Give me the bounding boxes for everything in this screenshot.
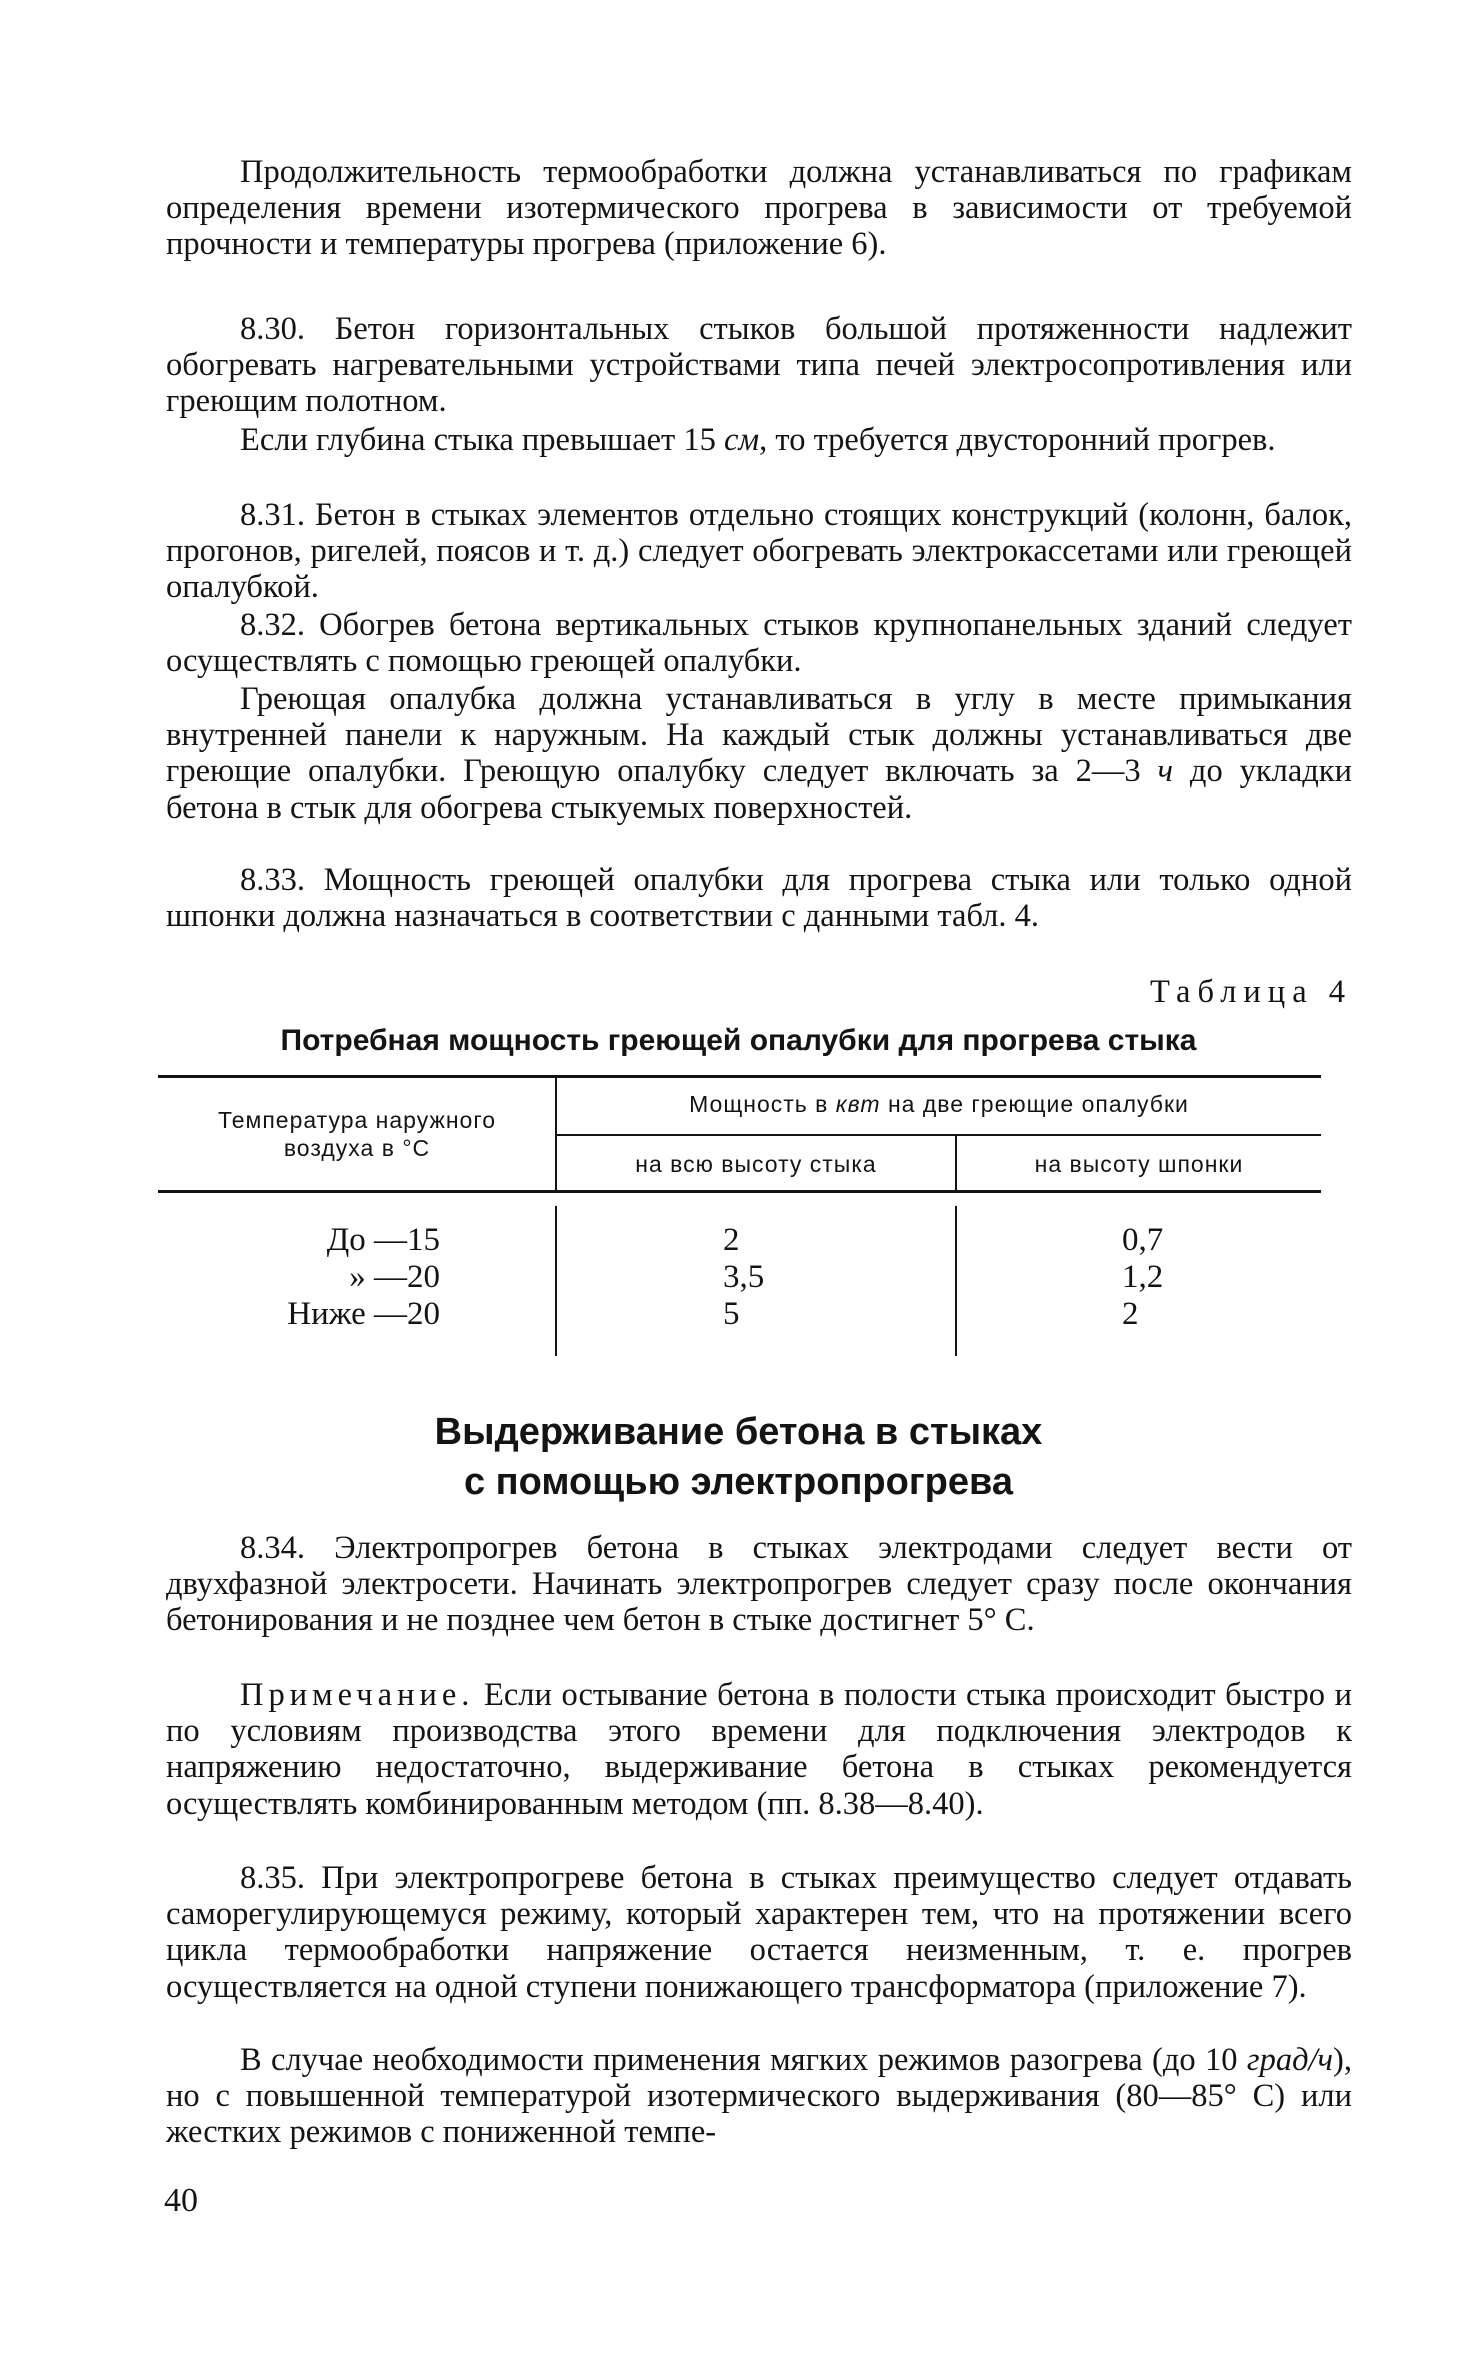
text-run: Если глубина стыка превышает 15 — [240, 422, 724, 458]
header-line: воздуха в °С — [283, 1135, 431, 1161]
table-body-divider-2 — [955, 1206, 957, 1356]
header-outdoor-temperature — [160, 1106, 554, 1162]
paragraph-text: 8.31. Бетон в стыках элементов отдельно стоящих конструкций (колонн, балок, прогонов, ригелей, поясов и т. д.) следует обогревать электрокассетами или греющей опалубкой. — [166, 497, 1352, 606]
header-key-height: на высоту шпонки — [1034, 1151, 1244, 1177]
paragraph-soft-modes — [166, 2042, 1352, 2151]
table-group-rule — [556, 1134, 1321, 1136]
text-run: ), но с повышенной температурой изотермического выдерживания (80—85° С) или жестких режимов с пониженной темпе- — [166, 2042, 1352, 2151]
table-label: Таблица 4 — [1150, 974, 1352, 1010]
paragraph-text: 8.30. Бетон горизонтальных стыков большой протяженности надлежит обогревать нагревательными устройствами типа печей электросопротивления или греющим полотном. — [166, 311, 1352, 420]
table-row — [160, 1222, 440, 1333]
cell-key-height: 1,2 — [1122, 1259, 1164, 1295]
text-run: до укладки бетона в стык для обогрева стыкуемых поверхностей. — [166, 753, 1352, 826]
paragraph-text: 8.32. Обогрев бетона вертикальных стыков крупнопанельных зданий следует осуществлять с помощью греющей опалубки. — [166, 607, 1352, 680]
text-run: на две греющие опалубки — [880, 1091, 1189, 1117]
table-title: Потребная мощность греющей опалубки для прогрева стыка — [280, 1024, 1197, 1057]
unit-deg-per-hour: град/ч — [1246, 2042, 1334, 2078]
note-label: Примечание. — [240, 1677, 475, 1713]
page-number: 40 — [164, 2182, 198, 2219]
table-column-key — [1122, 1222, 1272, 1333]
table-body-divider-1 — [555, 1206, 557, 1356]
paragraph-text — [166, 1677, 1352, 1822]
table-divider-2 — [955, 1136, 957, 1190]
text-run: Греющая опалубка должна устанавливаться в углу в месте примыкания внутренней панели к наружным. На каждый стык должны устанавливаться две греющие опалубки. Греющую опалубку следует включать за 2—3 — [166, 681, 1352, 790]
paragraph-8-34 — [166, 1530, 1352, 1639]
cell-temperature: До —15 — [326, 1222, 440, 1258]
cell-temperature: » —20 — [349, 1259, 440, 1295]
paragraph-text — [166, 2042, 1352, 2151]
cell-full-height: 3,5 — [723, 1259, 765, 1295]
heading-line: с помощью электропрогрева — [463, 1461, 1013, 1503]
paragraph-note — [166, 1677, 1352, 1822]
unit-hour: ч — [1157, 753, 1174, 790]
table-header-bottom-rule — [158, 1190, 1321, 1193]
table-top-rule — [158, 1075, 1321, 1078]
unit-kw: квт — [835, 1091, 881, 1117]
paragraph-text: 8.35. При электропрогреве бетона в стыках преимущество следует отдавать саморегулирующемуся режиму, который характерен тем, что на протяжении всего цикла термообработки напряжение остается неизменным, т. е. прогрев осуществляется на одной ступени понижающего трансформатора (приложение 7). — [166, 1860, 1352, 2005]
text-run: , то требуется двусторонний прогрев. — [759, 422, 1276, 458]
cell-full-height: 2 — [723, 1222, 740, 1258]
header-line: Температура наружного — [217, 1107, 497, 1133]
cell-full-height: 5 — [723, 1296, 740, 1332]
cell-temperature: Ниже —20 — [287, 1296, 440, 1332]
table-divider-1 — [555, 1078, 557, 1190]
text-run: Мощность в — [689, 1091, 836, 1117]
cell-key-height: 2 — [1122, 1296, 1139, 1332]
cell-key-height: 0,7 — [1122, 1222, 1164, 1258]
table-column-full — [723, 1222, 873, 1333]
text-run: Если остывание бетона в полости стыка происходит быстро и по условиям производства этого времени для подключения электродов к напряжению недостаточно, выдерживание бетона в стыках рекомендуется осуществлять комбинированным методом (пп. 8.38—8.40). — [166, 1677, 1352, 1822]
paragraph-text: 8.34. Электропрогрев бетона в стыках электродами следует вести от двухфазной электросети. Начинать электропрогрев следует сразу после окончания бетонирования и не позднее чем бетон в стыке достигнет 5° С. — [166, 1530, 1352, 1639]
header-full-height: на всю высоту стыка — [635, 1151, 877, 1177]
section-heading — [0, 1407, 1477, 1507]
heading-line: Выдерживание бетона в стыках — [434, 1411, 1043, 1453]
paragraph-text: Продолжительность термообработки должна устанавливаться по графикам определения времени изотермического прогрева в зависимости от требуемой прочности и температуры прогрева (приложение 6). — [166, 154, 1352, 263]
text-run: В случае необходимости применения мягких режимов разогрева (до 10 — [240, 2042, 1247, 2078]
header-power-group — [558, 1090, 1320, 1118]
paragraph-text: 8.33. Мощность греющей опалубки для прогрева стыка или только одной шпонки должна назначаться в соответствии с данными табл. 4. — [166, 862, 1352, 935]
unit-cm: см — [724, 422, 760, 458]
paragraph-8-35 — [166, 1860, 1352, 2005]
